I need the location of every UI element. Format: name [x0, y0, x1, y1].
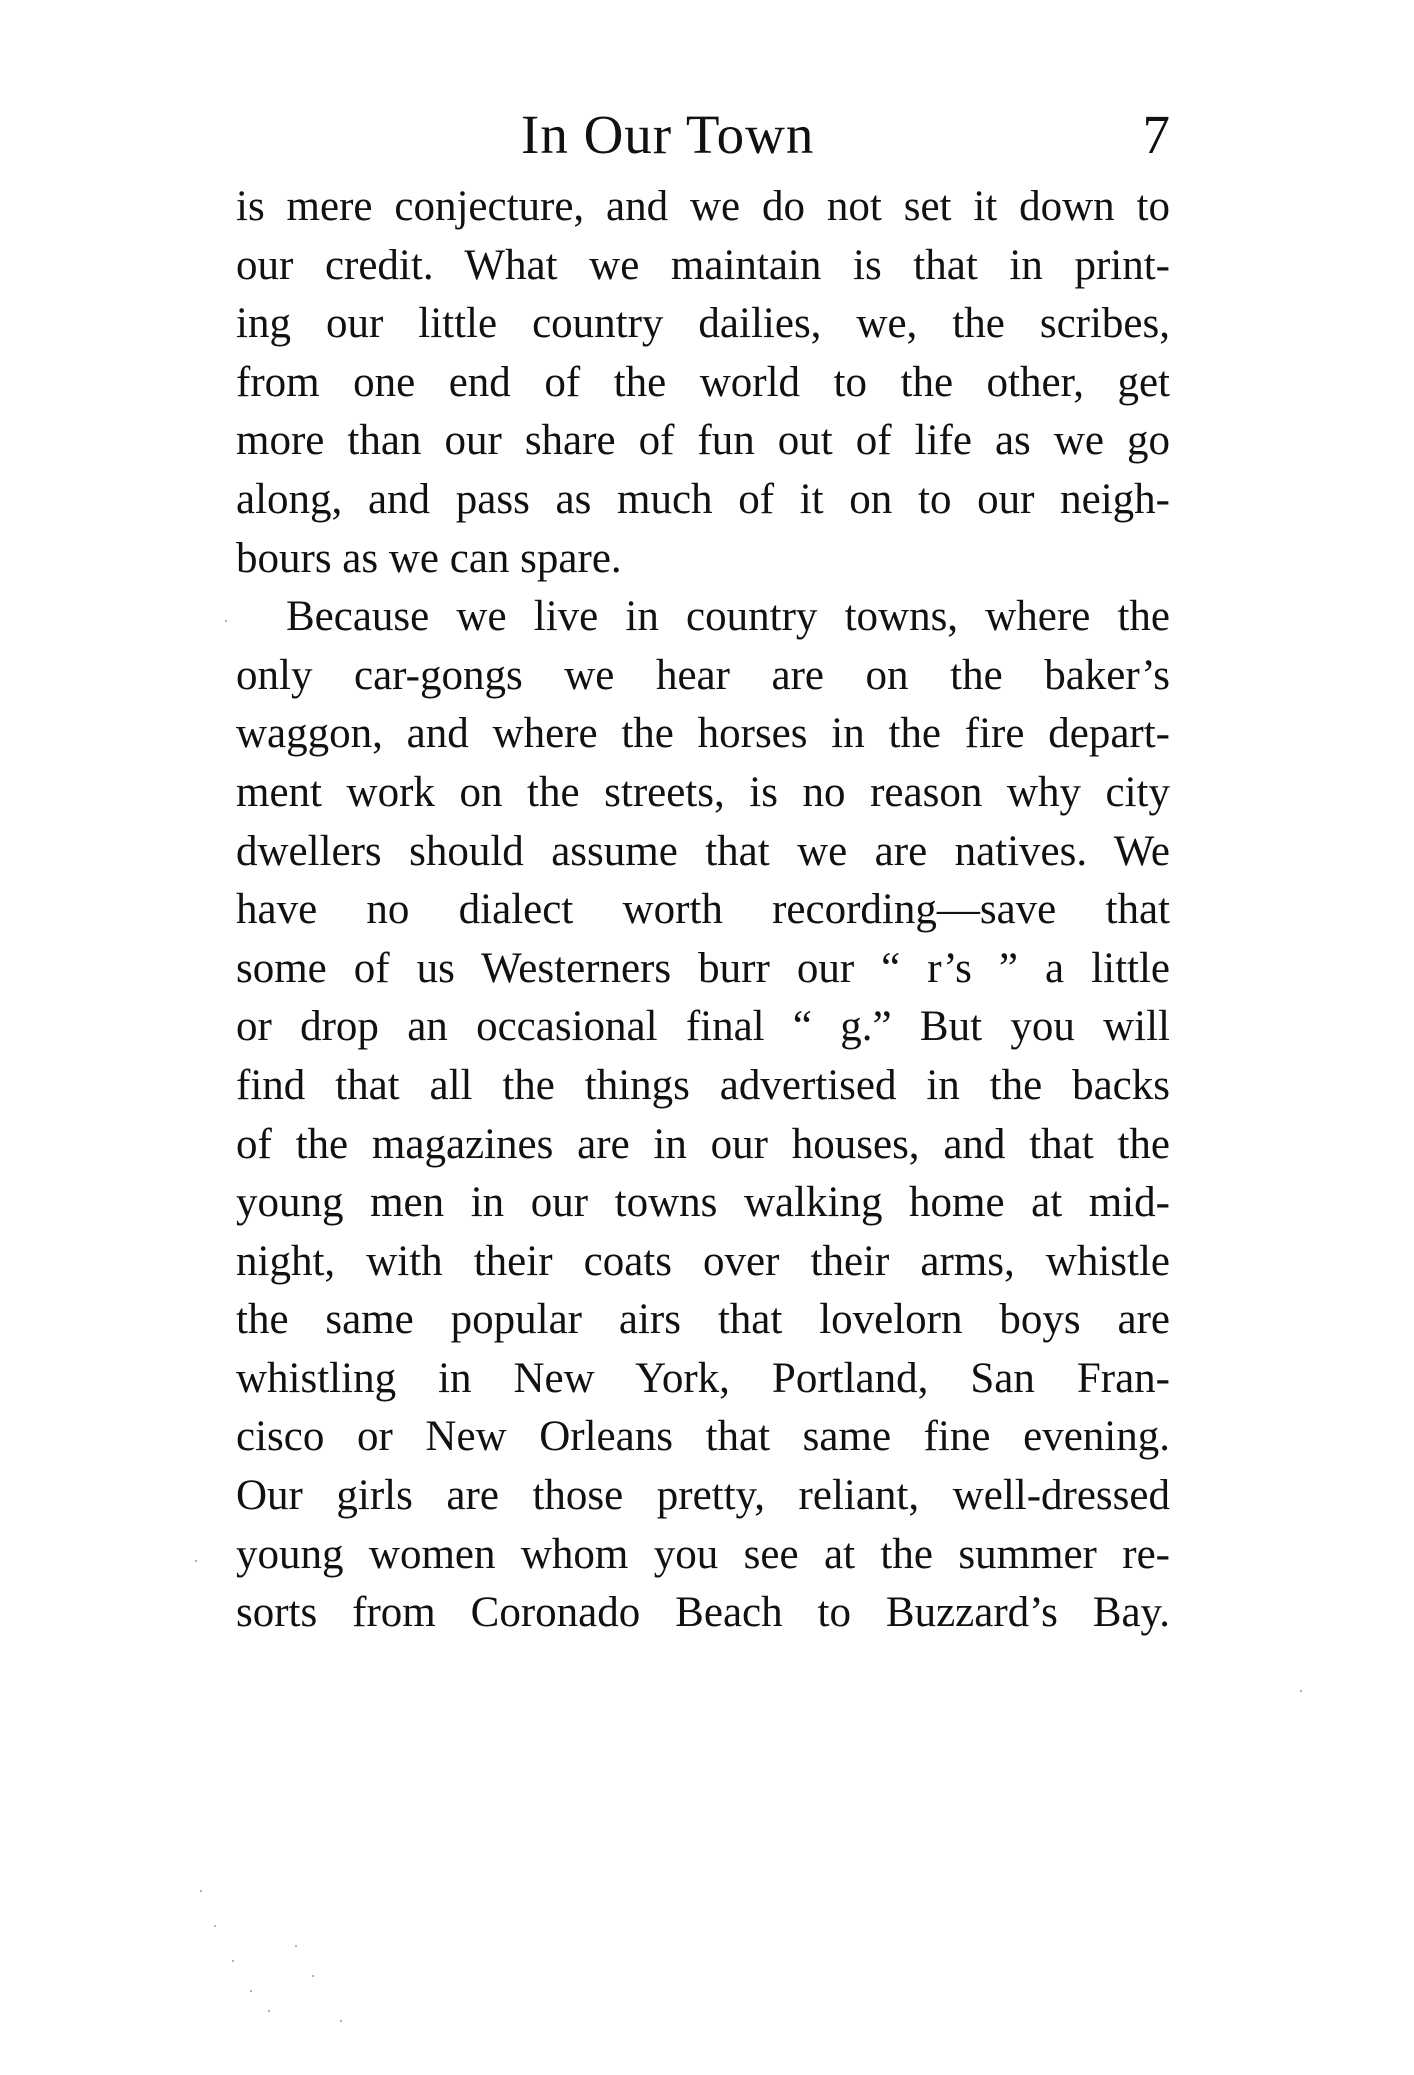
scan-speck	[195, 1560, 197, 1562]
scan-speck	[225, 620, 227, 622]
text-line: ing our little country dailies, we, the scribes,	[236, 300, 1170, 348]
scan-speck	[200, 1890, 202, 1892]
text-line: Our girls are those pretty, reliant, well-dressed	[236, 1472, 1170, 1520]
text-line: more than our share of fun out of life as we go	[236, 417, 1170, 465]
scan-speck	[232, 1960, 234, 1962]
text-line: of the magazines are in our houses, and that the	[236, 1120, 1170, 1168]
page-number: 7	[1142, 104, 1170, 165]
scan-speck	[250, 1990, 252, 1992]
running-title: In Our Town	[521, 104, 815, 165]
text-line: only car-gongs we hear are on the baker’s	[236, 651, 1170, 699]
text-line: night, with their coats over their arms, whistle	[236, 1237, 1170, 1285]
paragraph-2	[236, 588, 1170, 1643]
scan-speck	[312, 1975, 314, 1977]
text-line: have no dialect worth recording—save that	[236, 886, 1170, 934]
text-line: Because we live in country towns, where the	[286, 593, 1170, 641]
body-text	[236, 178, 1170, 1643]
scan-speck	[340, 2020, 342, 2022]
scan-speck	[214, 1925, 216, 1927]
text-line: from one end of the world to the other, get	[236, 358, 1170, 406]
text-line: our credit. What we maintain is that in print-	[236, 241, 1170, 289]
text-line: is mere conjecture, and we do not set it down to	[236, 183, 1170, 230]
text-line: whistling in New York, Portland, San Fran-	[236, 1354, 1170, 1402]
text-line: sorts from Coronado Beach to Buzzard’s Bay.	[236, 1589, 1170, 1637]
text-line: bours as we can spare.	[236, 534, 622, 582]
text-line: along, and pass as much of it on to our neigh-	[236, 475, 1170, 523]
paragraph-1	[236, 178, 1170, 588]
running-head	[236, 100, 1170, 170]
text-line: young men in our towns walking home at mid-	[236, 1179, 1170, 1227]
scan-speck	[295, 1945, 297, 1947]
scan-speck	[1300, 1690, 1302, 1692]
text-line: some of us Westerners burr our “ r’s ” a little	[236, 944, 1170, 992]
text-line: waggon, and where the horses in the fire depart-	[236, 710, 1170, 758]
text-line: young women whom you see at the summer re-	[236, 1530, 1170, 1578]
scan-speck	[268, 2010, 270, 2012]
text-line: or drop an occasional final “ g.” But you will	[236, 1003, 1170, 1051]
text-line: the same popular airs that lovelorn boys are	[236, 1296, 1170, 1344]
text-line: dwellers should assume that we are natives. We	[236, 827, 1170, 875]
text-line: cisco or New Orleans that same fine evening.	[236, 1413, 1170, 1461]
text-line: find that all the things advertised in the backs	[236, 1061, 1170, 1109]
text-line: ment work on the streets, is no reason why city	[236, 768, 1170, 816]
